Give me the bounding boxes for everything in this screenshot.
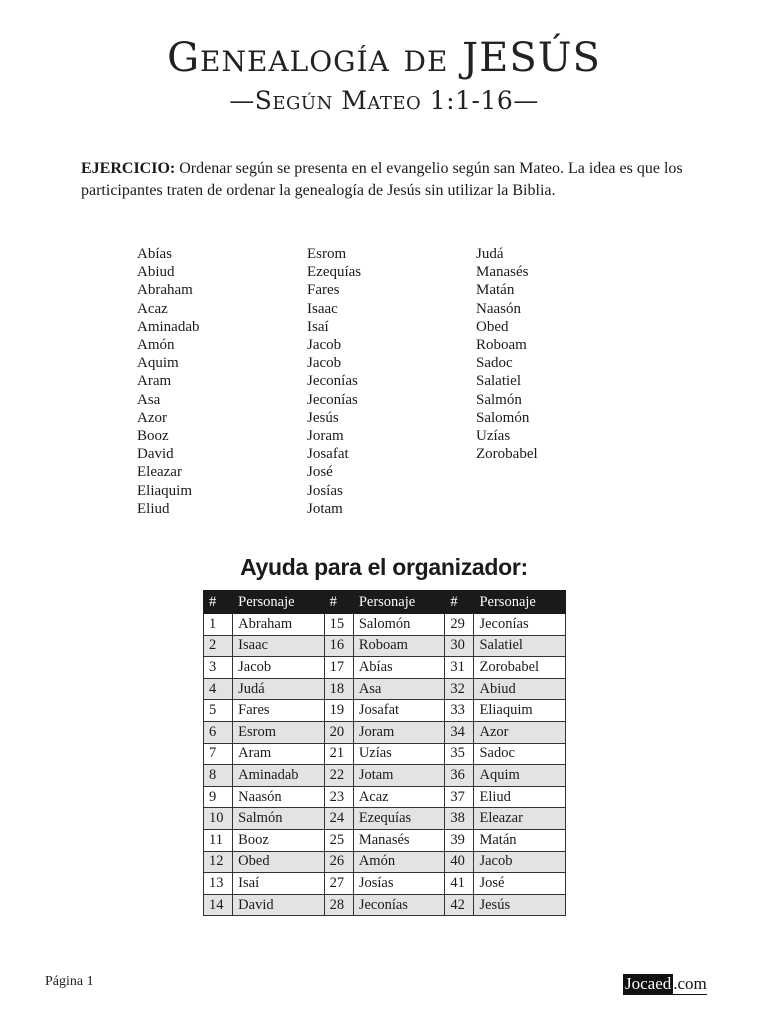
cell-number: 32 bbox=[445, 678, 474, 700]
cell-personaje: Aram bbox=[233, 743, 325, 765]
cell-number: 38 bbox=[445, 808, 474, 830]
table-row bbox=[204, 786, 566, 808]
table-row bbox=[204, 721, 566, 743]
page-title: Genealogía de JESÚS bbox=[167, 35, 601, 81]
table-row bbox=[204, 678, 566, 700]
cell-personaje: Fares bbox=[233, 700, 325, 722]
name-list-item: Abías bbox=[137, 246, 172, 262]
cell-personaje: Esrom bbox=[233, 721, 325, 743]
name-list-item: Matán bbox=[476, 282, 515, 299]
cell-personaje: Jotam bbox=[353, 765, 445, 787]
cell-number: 26 bbox=[324, 851, 353, 873]
cell-number: 23 bbox=[324, 786, 353, 808]
cell-personaje: Jesús bbox=[474, 894, 566, 916]
name-list-item: Azor bbox=[137, 409, 167, 426]
cell-personaje: Aquim bbox=[474, 765, 566, 787]
cell-personaje: Jeconías bbox=[353, 894, 445, 916]
cell-personaje: Eliud bbox=[474, 786, 566, 808]
cell-number: 15 bbox=[324, 614, 353, 636]
brand-logo[interactable] bbox=[623, 974, 707, 995]
cell-personaje: Naasón bbox=[233, 786, 325, 808]
name-list-item: Salmón bbox=[476, 391, 522, 408]
name-list-item: Josafat bbox=[307, 446, 349, 463]
cell-number: 3 bbox=[204, 657, 233, 679]
organizer-table bbox=[203, 590, 566, 916]
name-list-item: David bbox=[137, 446, 174, 463]
cell-number: 22 bbox=[324, 765, 353, 787]
cell-number: 12 bbox=[204, 851, 233, 873]
cell-personaje: Matán bbox=[474, 829, 566, 851]
cell-personaje: José bbox=[474, 873, 566, 895]
column-header-number: # bbox=[204, 591, 233, 614]
cell-personaje: Asa bbox=[353, 678, 445, 700]
exercise-instructions bbox=[81, 158, 701, 202]
name-list-item: Josías bbox=[307, 482, 343, 499]
table-row bbox=[204, 873, 566, 895]
name-list-item: Jotam bbox=[307, 500, 343, 517]
name-list-item: Salomón bbox=[476, 409, 530, 426]
name-list-item: Acaz bbox=[137, 300, 168, 317]
cell-number: 21 bbox=[324, 743, 353, 765]
name-list-item: Abraham bbox=[137, 282, 193, 299]
cell-personaje: Salatiel bbox=[474, 635, 566, 657]
table-row bbox=[204, 829, 566, 851]
cell-personaje: Eliaquim bbox=[474, 700, 566, 722]
name-list-item: Isaac bbox=[307, 300, 338, 317]
name-list-item: Judá bbox=[476, 246, 504, 262]
table-row bbox=[204, 743, 566, 765]
cell-personaje: Jacob bbox=[233, 657, 325, 679]
brand-suffix: .com bbox=[673, 974, 707, 993]
table-row bbox=[204, 657, 566, 679]
names-column-2 bbox=[307, 245, 467, 518]
table-row bbox=[204, 894, 566, 916]
cell-personaje: Eleazar bbox=[474, 808, 566, 830]
name-list-item: Amón bbox=[137, 337, 175, 354]
cell-personaje: Aminadab bbox=[233, 765, 325, 787]
name-list-item: Jeconías bbox=[307, 391, 358, 408]
name-list-item: Roboam bbox=[476, 337, 527, 354]
page-subtitle: —Según Mateo 1:1-16— bbox=[229, 86, 539, 115]
cell-number: 34 bbox=[445, 721, 474, 743]
cell-personaje: Judá bbox=[233, 678, 325, 700]
name-list-item: Aquim bbox=[137, 355, 179, 372]
cell-personaje: Uzías bbox=[353, 743, 445, 765]
column-header-number: # bbox=[445, 591, 474, 614]
name-list-item: Eleazar bbox=[137, 464, 182, 481]
cell-number: 11 bbox=[204, 829, 233, 851]
name-list-item: Salatiel bbox=[476, 373, 521, 390]
cell-personaje: Amón bbox=[353, 851, 445, 873]
cell-personaje: David bbox=[233, 894, 325, 916]
cell-personaje: Abiud bbox=[474, 678, 566, 700]
name-list-item: Jacob bbox=[307, 337, 342, 354]
cell-number: 31 bbox=[445, 657, 474, 679]
name-list-item: Isaí bbox=[307, 318, 329, 335]
cell-number: 18 bbox=[324, 678, 353, 700]
cell-personaje: Sadoc bbox=[474, 743, 566, 765]
cell-personaje: Isaac bbox=[233, 635, 325, 657]
name-list-item: Joram bbox=[307, 428, 344, 445]
cell-personaje: Salmón bbox=[233, 808, 325, 830]
brand-box: Jocaed bbox=[625, 974, 672, 993]
name-list-item: José bbox=[307, 464, 333, 481]
exercise-label: EJERCICIO: bbox=[81, 160, 176, 177]
cell-personaje: Jeconías bbox=[474, 614, 566, 636]
cell-personaje: Ezequías bbox=[353, 808, 445, 830]
names-column-3 bbox=[476, 245, 636, 463]
cell-personaje: Abraham bbox=[233, 614, 325, 636]
cell-personaje: Salomón bbox=[353, 614, 445, 636]
cell-personaje: Zorobabel bbox=[474, 657, 566, 679]
cell-number: 19 bbox=[324, 700, 353, 722]
column-header-personaje: Personaje bbox=[233, 591, 325, 614]
cell-number: 17 bbox=[324, 657, 353, 679]
cell-number: 20 bbox=[324, 721, 353, 743]
cell-number: 37 bbox=[445, 786, 474, 808]
cell-number: 27 bbox=[324, 873, 353, 895]
cell-personaje: Roboam bbox=[353, 635, 445, 657]
cell-number: 7 bbox=[204, 743, 233, 765]
table-row bbox=[204, 765, 566, 787]
cell-number: 10 bbox=[204, 808, 233, 830]
name-list-item: Jesús bbox=[307, 409, 339, 426]
column-header-personaje: Personaje bbox=[353, 591, 445, 614]
cell-personaje: Josías bbox=[353, 873, 445, 895]
cell-number: 30 bbox=[445, 635, 474, 657]
cell-number: 28 bbox=[324, 894, 353, 916]
exercise-text: Ordenar según se presenta en el evangelio según san Mateo. La idea es que los participantes traten de ordenar la genealogía de Jesús sin utilizar la Biblia. bbox=[81, 160, 683, 199]
table-row bbox=[204, 808, 566, 830]
cell-personaje: Josafat bbox=[353, 700, 445, 722]
cell-number: 29 bbox=[445, 614, 474, 636]
table-row bbox=[204, 700, 566, 722]
cell-number: 33 bbox=[445, 700, 474, 722]
table-header-row bbox=[204, 591, 566, 614]
cell-number: 35 bbox=[445, 743, 474, 765]
cell-number: 16 bbox=[324, 635, 353, 657]
name-list-item: Aram bbox=[137, 373, 172, 390]
column-header-personaje: Personaje bbox=[474, 591, 566, 614]
name-list-item: Eliud bbox=[137, 500, 170, 517]
table-row bbox=[204, 851, 566, 873]
cell-personaje: Joram bbox=[353, 721, 445, 743]
name-list-item: Naasón bbox=[476, 300, 521, 317]
table-row bbox=[204, 635, 566, 657]
cell-number: 2 bbox=[204, 635, 233, 657]
name-list-item: Jacob bbox=[307, 355, 342, 372]
name-list-item: Asa bbox=[137, 391, 161, 408]
name-list-item: Sadoc bbox=[476, 355, 513, 372]
name-list-item: Esrom bbox=[307, 246, 347, 262]
cell-personaje: Acaz bbox=[353, 786, 445, 808]
cell-personaje: Abías bbox=[353, 657, 445, 679]
cell-number: 40 bbox=[445, 851, 474, 873]
cell-personaje: Booz bbox=[233, 829, 325, 851]
cell-personaje: Obed bbox=[233, 851, 325, 873]
name-list-item: Aminadab bbox=[137, 318, 200, 335]
cell-number: 4 bbox=[204, 678, 233, 700]
cell-personaje: Isaí bbox=[233, 873, 325, 895]
name-list-item: Obed bbox=[476, 318, 509, 335]
name-list-item: Fares bbox=[307, 282, 340, 299]
cell-number: 41 bbox=[445, 873, 474, 895]
cell-number: 9 bbox=[204, 786, 233, 808]
cell-number: 6 bbox=[204, 721, 233, 743]
cell-number: 14 bbox=[204, 894, 233, 916]
page-number: Página 1 bbox=[45, 974, 94, 989]
cell-number: 24 bbox=[324, 808, 353, 830]
cell-number: 5 bbox=[204, 700, 233, 722]
name-list-item: Manasés bbox=[476, 264, 529, 281]
name-list-item: Uzías bbox=[476, 428, 511, 445]
organizer-help-title: Ayuda para el organizador: bbox=[240, 554, 528, 580]
cell-number: 42 bbox=[445, 894, 474, 916]
cell-personaje: Manasés bbox=[353, 829, 445, 851]
cell-personaje: Jacob bbox=[474, 851, 566, 873]
cell-number: 13 bbox=[204, 873, 233, 895]
name-list-item: Eliaquim bbox=[137, 482, 192, 499]
cell-number: 25 bbox=[324, 829, 353, 851]
name-list-item: Booz bbox=[137, 428, 169, 445]
column-header-number: # bbox=[324, 591, 353, 614]
name-list-item: Ezequías bbox=[307, 264, 362, 281]
name-list-item: Jeconías bbox=[307, 373, 358, 390]
name-list-item: Zorobabel bbox=[476, 446, 538, 463]
cell-number: 8 bbox=[204, 765, 233, 787]
names-column-1 bbox=[137, 245, 297, 518]
table-row bbox=[204, 614, 566, 636]
cell-number: 39 bbox=[445, 829, 474, 851]
cell-number: 36 bbox=[445, 765, 474, 787]
cell-number: 1 bbox=[204, 614, 233, 636]
name-list-item: Abiud bbox=[137, 264, 175, 281]
cell-personaje: Azor bbox=[474, 721, 566, 743]
